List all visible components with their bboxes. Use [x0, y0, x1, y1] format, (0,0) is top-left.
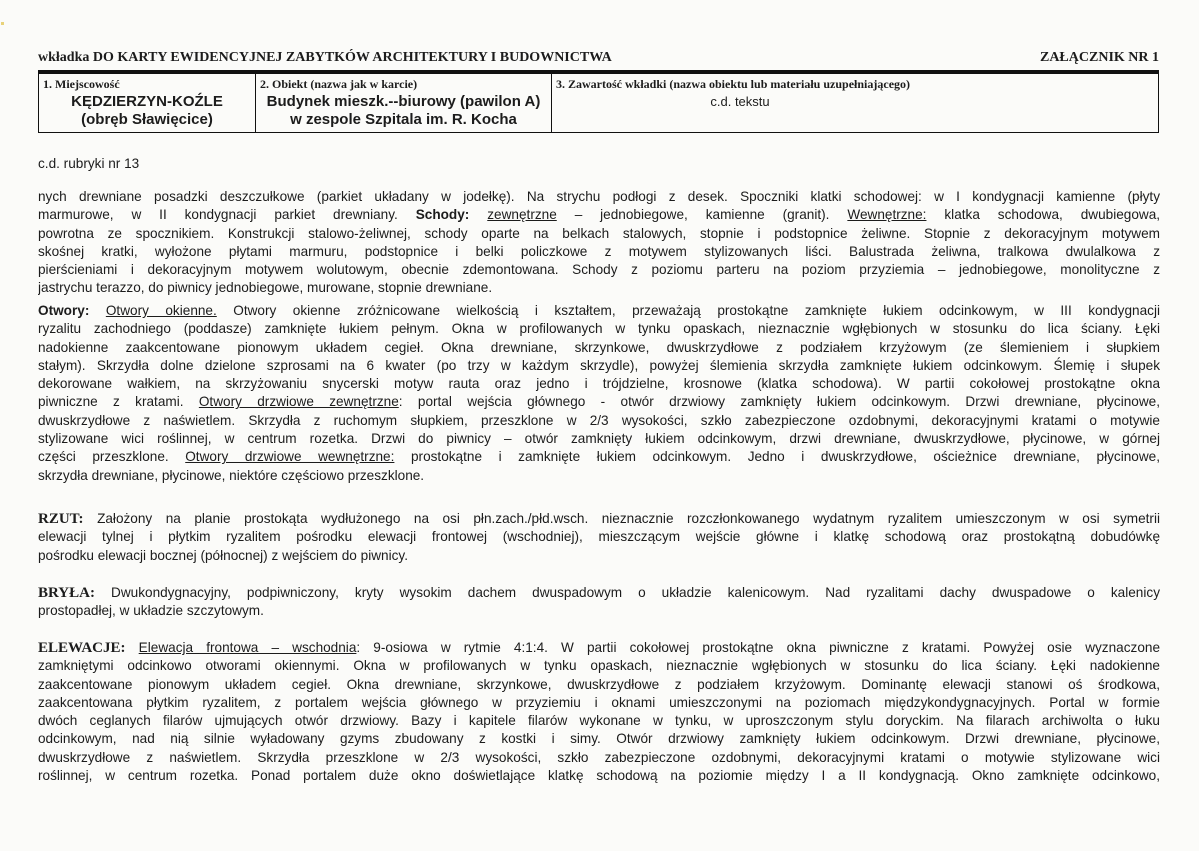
paragraph-otwory — [38, 302, 1160, 485]
paragraph-bryla — [38, 584, 1160, 621]
subheading-elewacja-frontowa: Elewacja frontowa – wschodnia — [138, 640, 357, 655]
text-line — [38, 393, 1160, 411]
text-line: stałym). Skrzydła dolne dzielone szprosami na 6 kwater (po trzy w każdym skrzydle), powyżej ślemienia skrzydła zamknięte łukiem odcinkowym. Ślemię i słupek — [38, 357, 1160, 373]
field-label: 1. Miejscowość — [43, 77, 120, 91]
text-run: Otwory okienne zróżnicowane wielkością i kształtem, przeważają prostokątne zamknięte łukiem odcinkowym, w III kondygnacji — [233, 303, 1160, 318]
heading-rzut: RZUT: — [38, 511, 84, 527]
text-line: skośnej kratki, wyłożone płytami marmuru, podstopnice i belki policzkowe z motywem stylizowanych liści. Balustrada żeliwna, tralkowa dwulalkowa z — [38, 243, 1160, 259]
text-line — [38, 639, 1160, 657]
text-run: : 9-osiowa w rytmie 4:1:4. W partii cokołowej prostokątne okna piwniczne z kratami. Powyżej osie wyznaczone — [356, 640, 1160, 655]
text-line: dekorowane wałkiem, na skrzyżowaniu snycerski motyw rauta oraz jedno i trójdzielne, krosnowe (klatka schodowa). W partii cokołowej prostokątne okna — [38, 376, 1160, 392]
text-line: nych drewniane posadzki deszczułkowe (parkiet układany w jodełkę). Na strychu podłogi z desek. Spoczniki klatki schodowej: w I kondygnacji kamienne (płyty — [38, 189, 1160, 204]
text-line — [38, 206, 1160, 224]
text-line: dwóch ceglanych filarów ujmujących otwór drzwiowy. Bazy i kapitele filarów wykonane w tynku, w uproszczonym stylu doryckim. Na filarach archiwolta o łuku — [38, 713, 1160, 729]
subheading-drzwi-wewnetrzne: Otwory drzwiowe wewnętrzne: — [185, 449, 395, 465]
object-name: Budynek mieszk.--biurowy (pawilon A) — [266, 93, 541, 110]
text-run: Założony na planie prostokąta wydłużonego na osi płn.zach./płd.wsch. nieznacznie rozczłonkowanego wydatnym ryzalitem umieszczonym w osi symetrii — [97, 511, 1160, 526]
subheading-otwory-okienne: Otwory okienne. — [105, 303, 217, 318]
subheading-wewnetrzne: Wewnętrzne: — [847, 207, 927, 223]
paragraph-rzut — [38, 510, 1160, 565]
text-run: części przeszklone. — [38, 449, 169, 465]
text-line — [38, 510, 1160, 528]
text-run: Dwukondygnacyjny, podpiwniczony, kryty wysokim dachem dwuspadowym o układzie kalenicowym. Nad ryzalitami dachy dwuspadowe o kalenicy — [111, 585, 1160, 600]
text-line: ryzalitu zachodniego (poddasze) zamknięte łukiem pełnym. Okna w profilowanych w tynku opaskach, nieznacznie wgłębionych w stosunku do lica ściany. Łęki — [38, 321, 1160, 337]
paragraph-elewacje — [38, 639, 1160, 785]
field-zawartosc — [552, 74, 1159, 132]
text-run: – jednobiegowe, kamienne (granit). — [574, 207, 830, 223]
text-line: dwuskrzydłowe z naświetlem. Skrzydła z ruchomym słupkiem, przeszklone w 2/3 wysokości, szkło zabezpieczone ozdobnymi, dekoracyjnymi kratami o motywie — [38, 412, 1160, 428]
field-value: c.d. tekstu — [710, 94, 770, 109]
subheading-drzwi-zewnetrzne: Otwory drzwiowe zewnętrzne — [198, 394, 399, 410]
heading-schody: Schody: — [415, 207, 470, 223]
text-run: piwniczne z kratami. — [38, 394, 184, 410]
paragraph-schody — [38, 188, 1160, 298]
text-line: nadokienne zaakcentowane pionowym układem cegieł. Okna drewniane, skrzynkowe, dwuskrzydłowe z podziałem krzyżowym (ze ślemieniem i słupkiem — [38, 339, 1160, 355]
text-line: pierścieniami i dekoracyjnym motywem wolutowym, obecnie zdemontowana. Schody z poziomu parteru na poziom przyziemia – jednobiegowe, monolityczne z — [38, 262, 1160, 278]
locality-name: KĘDZIERZYN-KOŹLE — [71, 93, 223, 110]
field-value — [39, 92, 255, 129]
subheading-zewnetrzne: zewnętrzne — [487, 207, 557, 223]
locality-district: (obręb Sławięcice) — [81, 111, 213, 128]
heading-bryla: BRYŁA: — [38, 585, 95, 601]
text-line: dwuskrzydłowe z naświetlem. Skrzydła przeszklone w 2/3 wysokości, szkło zabezpieczone ozdobnymi, dekoracyjnymi kratami o motywie stylizowane wici — [38, 749, 1160, 765]
heading-elewacje: ELEWACJE: — [38, 640, 126, 656]
field-miejscowosc — [38, 74, 256, 132]
header-title: wkładka DO KARTY EWIDENCYJNEJ ZABYTKÓW ARCHITEKTURY I BUDOWNICTWA — [38, 50, 612, 65]
text-run: marmurowe, w II kondygnacji parkiet drewniany. — [38, 207, 398, 223]
text-line — [38, 448, 1160, 466]
text-line: zamkniętymi odcinkowo otworami okiennymi. Okna w profilowanych w tynku opaskach, nieznacznie wgłębionych w stosunku do lica ściany. Łęki nadokienne — [38, 658, 1160, 674]
text-line: zaakcentowana płytkim ryzalitem, z portalem wejścia głównego w przyziemiu i oknami umieszczonymi na poziomach międzykondygnacyjnych. Portal w formie — [38, 694, 1160, 710]
text-run: : portal wejścia głównego - otwór drzwiowy zamknięty łukiem odcinkowym. Drzwi drewniane, płycinowe, — [398, 394, 1160, 410]
field-label: 2. Obiekt (nazwa jak w karcie) — [260, 77, 418, 91]
text-line: stylizowane wici roślinnej, w centrum rozetka. Drzwi do piwnicy – otwór zamknięty łukiem odcinkowym, drzwi drewniane, dwuskrzydłowe, płycinowe, w górnej — [38, 431, 1160, 447]
text-line — [38, 584, 1160, 602]
text-line: prostopadłej, w układzie szczytowym. — [38, 603, 264, 619]
document-header — [38, 50, 1159, 70]
text-line — [38, 302, 1160, 320]
text-line: roślinnej, w centrum rozetka. Ponad portalem duże okno doświetlające klatkę schodową na poziomie między I a II kondygnacją. Okno zamknięte odcinkowo, — [38, 768, 1160, 784]
text-line: skrzydła drewniane, płycinowe, niektóre częściowo przeszklone. — [38, 467, 425, 483]
text-line: odcinkowym, nad nią silnie wyładowany gzyms zbudowany z kostki i simy. Otwór drzwiowy zamknięty łukiem odcinkowym. Drzwi drewniane, płycinowe, — [38, 731, 1160, 747]
heading-otwory: Otwory: — [38, 303, 90, 318]
continuation-note: c.d. rubryki nr 13 — [38, 156, 140, 171]
text-run: prostokątne i zamknięte łukiem odcinkowym. Jedno i dwuskrzydłowe, ościeżnice drewniane, płycinowe, — [410, 449, 1160, 465]
text-line: zaakcentowane pionowym układem cegieł. Okna drewniane, skrzynkowe, dwuskrzydłowe z podziałem krzyżowym. Dominantę elewacji stanowi oś środkowa, — [38, 676, 1160, 692]
text-line: jastrychu terazzo, do piwnicy jednobiegowe, murowane, stopnie drewniane. — [38, 280, 493, 296]
text-line: powrotna ze spocznikiem. Konstrukcji stalowo-żeliwnej, schody oparte na belkach stalowych, stopnie i podstopnice żeliwne. Stopnie z dekoracyjnym motywem — [38, 225, 1160, 241]
header-fields-table — [38, 74, 1159, 133]
text-line: pośrodku elewacji bocznej (północnej) z wejściem do piwnicy. — [38, 547, 408, 563]
text-run: klatka schodowa, dwubiegowa, — [944, 207, 1160, 223]
field-label: 3. Zawartość wkładki (nazwa obiektu lub materiału uzupełniającego) — [556, 77, 911, 91]
header-attachment-number: ZAŁĄCZNIK NR 1 — [1039, 50, 1159, 65]
scan-speck — [1, 22, 4, 25]
text-line: elewacji tylnej i płytkim ryzalitem pośrodku elewacji frontowej (wschodniej), mieszczącym wejście główne i klatkę schodową oraz prostokątną dobudówkę — [38, 529, 1160, 545]
object-complex: w zespole Szpitala im. R. Kocha — [290, 111, 517, 128]
